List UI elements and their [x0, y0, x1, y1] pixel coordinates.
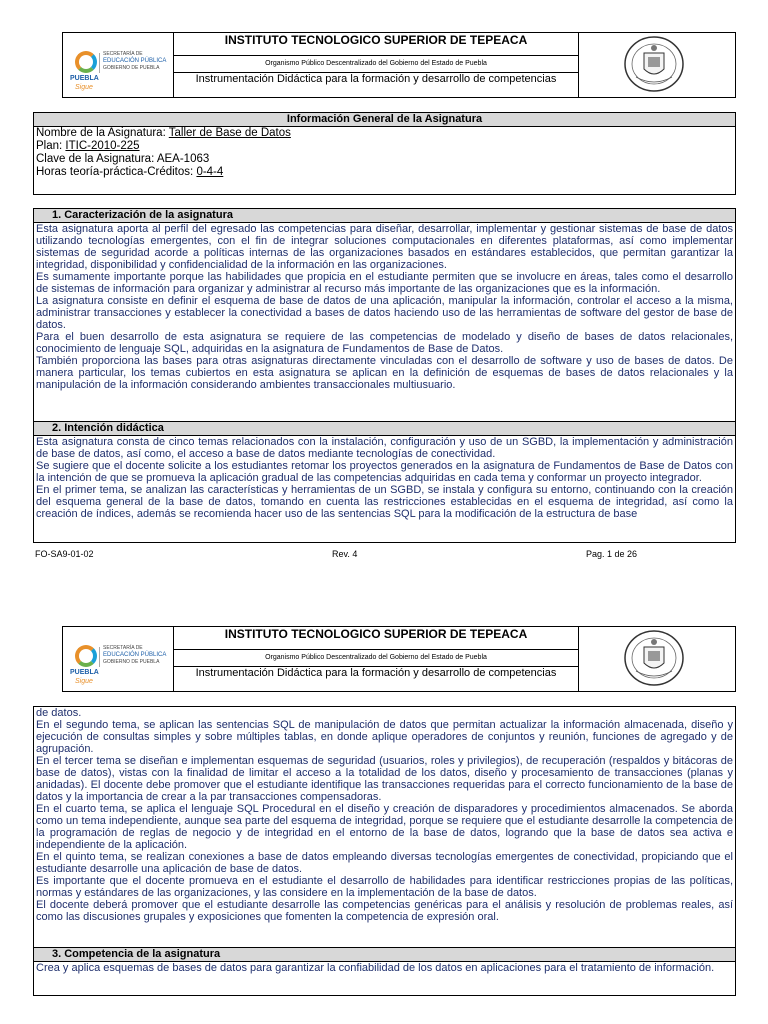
paragraph: Se sugiere que el docente solicite a los estudiantes retomar los proyectos generados en la asignatura de Fundamentos de Base de Datos con la intención de que se promueva la aplicación gradual de las competencias adquiridas en cada tema y conformar un proyecto integrador. — [36, 460, 733, 484]
paragraph: El docente deberá promover que el estudiante desarrolle las competencias genéricas para el análisis y resolución de problemas reales, así como las discusiones grupales y exposiciones que fomenten la competencia de expresión oral. — [36, 899, 733, 923]
organism-line: Organismo Público Descentralizado del Gobierno del Estado de Puebla — [173, 55, 579, 72]
info-value: AEA-1063 — [156, 153, 210, 165]
info-value: ITIC-2010-225 — [65, 140, 140, 152]
info-row — [34, 140, 735, 153]
paragraph: Para el buen desarrollo de esta asignatura se requiere de las competencias de modelado y diseño de bases de datos relacionales, conocimiento de lenguaje SQL, adquiridas en la asignatura de Fundamentos de Base de Datos. — [36, 331, 733, 355]
general-info-box — [33, 112, 736, 195]
paragraph: Esta asignatura aporta al perfil del egresado las competencias para diseñar, desarrollar, implementar y gestionar sistemas de base de datos utilizando tecnologías emergentes, con el fin de integrar soluciones computacionales en diferentes plataformas, así como implementar sistemas de seguridad acorde a políticas internas de las organizaciones basados en estándares establecidos, que permitan garantizar la integridad, disponibilidad y confidencialidad de la información en las organizaciones. — [36, 223, 733, 271]
seal-icon — [622, 35, 686, 93]
section2-body-page2 — [34, 707, 735, 923]
info-value: 0-4-4 — [196, 166, 224, 178]
puebla-circle-icon — [75, 645, 97, 667]
paragraph: Es importante que el docente promueva en el estudiante el desarrollo de habilidades para identificar restricciones propias de las políticas, normas y estándares de las organizaciones, y las considere en la implementación de la base de datos. — [36, 875, 733, 899]
page2-header — [62, 626, 736, 692]
document-subtitle: Instrumentación Didáctica para la formación y desarrollo de competencias — [173, 72, 579, 98]
paragraph: En el quinto tema, se realizan conexiones a base de datos empleando diversas tecnologías emergentes de conectividad, propiciando que el estudiante desarrolle una aplicación de base de datos. — [36, 851, 733, 875]
paragraph: En el tercer tema se diseñan e implementan esquemas de seguridad (usuarios, roles y privilegios), de recuperación (respaldos y bitácoras de base de datos), vistas con la finalidad de limitar el acceso a la totalidad de los datos, diseño y procesamiento de transacciones (planas y anidadas). El docente debe promover que el estudiante identifique las transacciones requeridas para el correcto funcionamiento de la base de datos y la importancia de crear a la par transacciones compensadoras. — [36, 755, 733, 803]
section1-title: 1. Caracterización de la asignatura — [34, 209, 735, 223]
paragraph: Esta asignatura consta de cinco temas relacionados con la instalación, configuración y uso de un SGBD, la implementación y administración de base de datos, así como, el acceso a base de datos mediante tecnologías de conectividad. — [36, 436, 733, 460]
section2-body-page1 — [34, 436, 735, 520]
footer-rev: Rev. 4 — [332, 549, 358, 559]
info-row — [34, 153, 735, 166]
paragraph: En el segundo tema, se aplican las sentencias SQL de manipulación de datos que permitan actualizar la información almacenada, diseño y ejecución de consultas simples y sobre múltiples tablas, en donde aplique operadores de conjuntos y reunión, funciones de agregado y de agrupación. — [36, 719, 733, 755]
paragraph: En el primer tema, se analizan las características y herramientas de un SGBD, se instala y configura su entorno, continuando con la creación del esquema general de la base de datos, tomando en cuenta las restricciones establecidas en el esquema de integridad, así como la creación de índices, además se recomienda hacer uso de las sentencias SQL para la modificación de la estructura de base — [36, 484, 733, 520]
general-info-rows — [34, 127, 735, 179]
footer-page: Pag. 1 de 26 — [586, 549, 638, 559]
puebla-circle-icon — [75, 51, 97, 73]
paragraph: También proporciona las bases para otras asignaturas directamente vinculadas con el desarrollo de software y uso de bases de datos. De manera particular, los temas cubiertos en esta asignatura se aplican en la definición de esquemas de bases de datos relacionales y la manipulación de la información considerando ambientes transaccionales multiusuario. — [36, 355, 733, 391]
section3-body — [34, 962, 735, 974]
paragraph: Crea y aplica esquemas de bases de datos para garantizar la confiabilidad de los datos en aplicaciones para el tratamiento de información. — [36, 962, 715, 974]
section-competence — [33, 948, 736, 996]
seal-icon — [622, 629, 686, 687]
info-label: Clave de la Asignatura: — [36, 153, 155, 165]
info-row — [34, 166, 735, 179]
paragraph: de datos. — [36, 707, 82, 719]
info-row — [34, 127, 735, 140]
institute-title: INSTITUTO TECNOLOGICO SUPERIOR DE TEPEACA — [224, 627, 528, 641]
puebla-logo: SECRETARÍA DE EDUCACIÓN PÚBLICA GOBIERNO DE PUEBLA PUEBLA Sigue — [63, 627, 174, 691]
page1-header — [62, 32, 736, 98]
section2-title: 2. Intención didáctica — [34, 422, 735, 436]
paragraph: Es sumamente importante porque las habilidades que propicia en el estudiante permiten que se involucre en áreas, tales como el desarrollo de sistemas de información para organizar y administrar al recurso más importante de las organizaciones que es la información. — [36, 271, 733, 295]
institute-seal — [578, 627, 735, 691]
footer-code: FO-SA9-01-02 — [35, 549, 94, 559]
section-intention-continued — [33, 706, 736, 948]
info-label: Horas teoría-práctica-Créditos: — [36, 166, 194, 178]
puebla-logo: SECRETARÍA DE EDUCACIÓN PÚBLICA GOBIERNO DE PUEBLA PUEBLA Sigue — [63, 33, 174, 97]
institute-title: INSTITUTO TECNOLOGICO SUPERIOR DE TEPEACA — [224, 33, 528, 47]
general-info-title: Información General de la Asignatura — [34, 113, 735, 127]
section-intention — [33, 422, 736, 543]
info-label: Nombre de la Asignatura: — [36, 127, 166, 139]
institute-seal — [578, 33, 735, 97]
info-value: Taller de Base de Datos — [168, 127, 291, 139]
info-label: Plan: — [36, 140, 63, 152]
section-characterization — [33, 208, 736, 422]
paragraph: En el cuarto tema, se aplica el lenguaje SQL Procedural en el diseño y creación de disparadores y procedimientos almacenados. Se aborda como un tema independiente, aunque sea parte del esquema de integridad, porque se requiere que el estudiante desarrolle la competencia de la programación de reglas de negocio y de integridad en el entorno de la base de datos, logrando que la base de datos sea activa e independiente de la aplicación. — [36, 803, 733, 851]
section3-title: 3. Competencia de la asignatura — [34, 948, 735, 962]
document-subtitle: Instrumentación Didáctica para la formación y desarrollo de competencias — [173, 666, 579, 692]
paragraph: La asignatura consiste en definir el esquema de base de datos de una aplicación, manipular la información, controlar el acceso a la misma, administrar transacciones y establecer la conectividad a bases de datos haciendo uso de las herramientas de software del gestor de base de datos. — [36, 295, 733, 331]
organism-line: Organismo Público Descentralizado del Gobierno del Estado de Puebla — [173, 649, 579, 666]
section1-body — [34, 223, 735, 391]
